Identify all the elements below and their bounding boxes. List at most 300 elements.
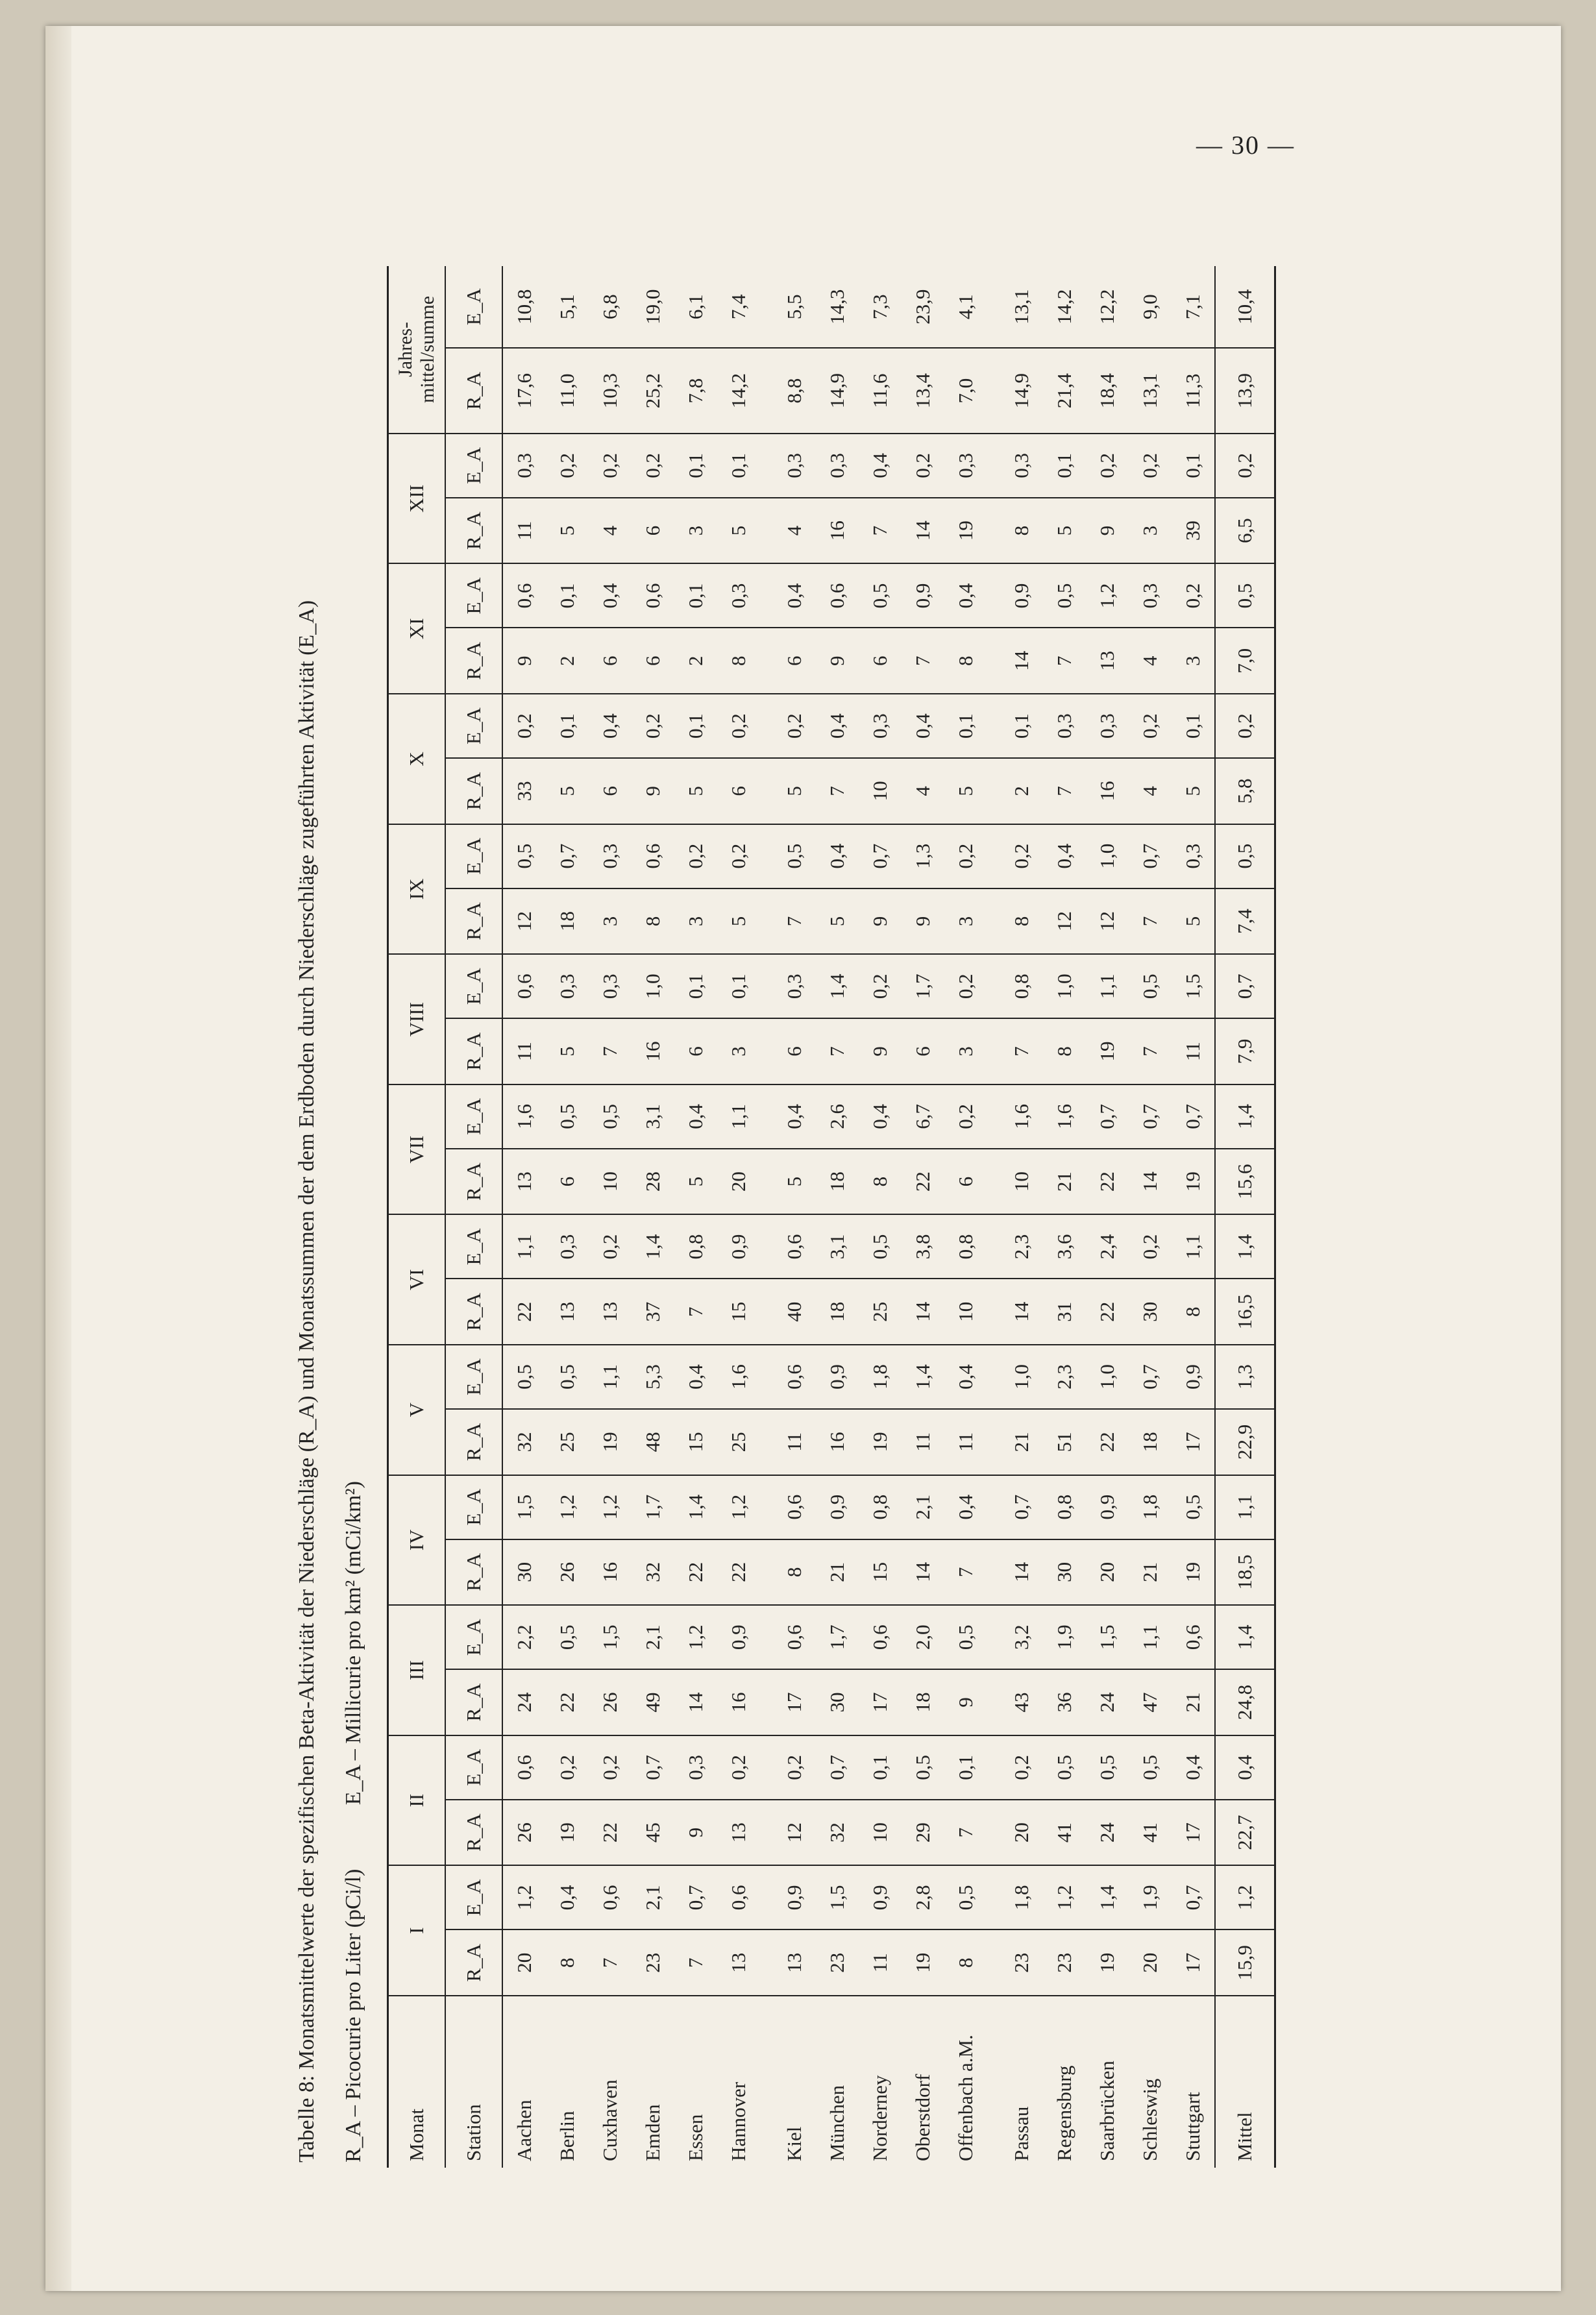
ra-cell: 24 bbox=[1086, 1800, 1129, 1866]
ea-cell: 3,1 bbox=[632, 1084, 674, 1149]
ra-cell: 6 bbox=[944, 1149, 987, 1215]
ra-cell: 4 bbox=[1129, 758, 1172, 824]
table-row bbox=[589, 266, 632, 2168]
ea-cell: 0,4 bbox=[859, 1084, 902, 1149]
ra-cell: 22 bbox=[589, 1800, 632, 1866]
ra-cell: 5 bbox=[546, 758, 589, 824]
table-row bbox=[1086, 266, 1129, 2168]
ra-cell: 22 bbox=[1086, 1279, 1129, 1345]
ea-cell: 0,1 bbox=[546, 694, 589, 758]
ra-cell: 14 bbox=[902, 1539, 944, 1606]
ra-cell: 23 bbox=[816, 1929, 859, 1996]
ra-cell: 4 bbox=[589, 498, 632, 564]
ra-cell: 10 bbox=[859, 758, 902, 824]
ea-cell: 0,9 bbox=[859, 1865, 902, 1929]
ra-cell: 10 bbox=[859, 1800, 902, 1866]
ea-cell: 0,5 bbox=[859, 1214, 902, 1279]
ea-cell: 0,2 bbox=[859, 954, 902, 1018]
ea-cell: 0,2 bbox=[987, 1735, 1043, 1800]
ra-cell: 7 bbox=[1043, 758, 1086, 824]
ea-cell: 1,0 bbox=[632, 954, 674, 1018]
month-header: IX bbox=[388, 824, 446, 955]
ra-cell: 14 bbox=[902, 1279, 944, 1345]
ra-cell: 7 bbox=[944, 1539, 987, 1606]
ea-cell: 1,3 bbox=[1215, 1345, 1275, 1409]
ra-cell: 7 bbox=[944, 1800, 987, 1866]
ea-cell: 0,7 bbox=[1129, 1345, 1172, 1409]
ea-cell: 0,5 bbox=[1043, 563, 1086, 628]
month-header: X bbox=[388, 694, 446, 824]
ea-cell: 2,2 bbox=[502, 1605, 546, 1669]
ea-cell: 0,2 bbox=[760, 694, 816, 758]
ra-cell: 19 bbox=[1086, 1018, 1129, 1084]
ra-cell: 16 bbox=[816, 498, 859, 564]
month-header: IV bbox=[388, 1475, 446, 1606]
ea-cell: 6,1 bbox=[674, 266, 717, 348]
ra-cell: 49 bbox=[632, 1669, 674, 1735]
ra-cell: 8 bbox=[760, 1539, 816, 1606]
station-name: Aachen bbox=[513, 2100, 535, 2161]
ea-cell: 1,5 bbox=[502, 1475, 546, 1539]
ea-cell: 0,4 bbox=[944, 1345, 987, 1409]
ea-cell: 0,5 bbox=[944, 1605, 987, 1669]
ea-header: E_A bbox=[445, 1084, 502, 1149]
ea-cell: 2,3 bbox=[987, 1214, 1043, 1279]
station-name: Passau bbox=[1010, 2106, 1033, 2161]
ea-cell: 0,9 bbox=[717, 1214, 760, 1279]
ea-cell: 0,6 bbox=[632, 563, 674, 628]
ea-cell: 19,0 bbox=[632, 266, 674, 348]
ea-cell: 1,4 bbox=[816, 954, 859, 1018]
ra-cell: 6,5 bbox=[1215, 498, 1275, 564]
ea-cell: 0,9 bbox=[760, 1865, 816, 1929]
ea-cell: 0,1 bbox=[859, 1735, 902, 1800]
ra-cell: 19 bbox=[1172, 1539, 1215, 1606]
station-name: Regensburg bbox=[1053, 2065, 1075, 2161]
ra-header: R_A bbox=[445, 1929, 502, 1996]
ea-header: E_A bbox=[445, 1865, 502, 1929]
ra-cell: 22 bbox=[546, 1669, 589, 1735]
ra-cell: 11 bbox=[1172, 1018, 1215, 1084]
ea-cell: 0,9 bbox=[1172, 1345, 1215, 1409]
ea-cell: 1,4 bbox=[1086, 1865, 1129, 1929]
ea-cell: 0,9 bbox=[1086, 1475, 1129, 1539]
ea-cell: 0,2 bbox=[546, 1735, 589, 1800]
ea-cell: 0,3 bbox=[1172, 824, 1215, 888]
station-name: Kiel bbox=[783, 2126, 805, 2161]
page-binding-edge bbox=[45, 26, 71, 2291]
ra-cell: 51 bbox=[1043, 1409, 1086, 1475]
ra-cell: 8,8 bbox=[760, 348, 816, 434]
ra-cell: 11,6 bbox=[859, 348, 902, 434]
ra-cell: 7 bbox=[902, 628, 944, 694]
ra-cell: 14 bbox=[902, 498, 944, 564]
ra-cell: 14 bbox=[987, 628, 1043, 694]
ea-cell: 0,2 bbox=[1086, 434, 1129, 498]
ea-cell: 1,0 bbox=[987, 1345, 1043, 1409]
ea-cell: 2,6 bbox=[816, 1084, 859, 1149]
ra-cell: 4 bbox=[1129, 628, 1172, 694]
ra-cell: 8 bbox=[859, 1149, 902, 1215]
ea-cell: 1,2 bbox=[1215, 1865, 1275, 1929]
ra-cell: 17 bbox=[1172, 1409, 1215, 1475]
ra-cell: 8 bbox=[944, 1929, 987, 1996]
station-name: Emden bbox=[641, 2104, 664, 2161]
ea-cell: 0,3 bbox=[859, 694, 902, 758]
ea-cell: 0,6 bbox=[502, 563, 546, 628]
ra-cell: 11,0 bbox=[546, 348, 589, 434]
ra-cell: 45 bbox=[632, 1800, 674, 1866]
ra-cell: 43 bbox=[987, 1669, 1043, 1735]
ea-cell: 0,1 bbox=[674, 954, 717, 1018]
table-row bbox=[1172, 266, 1215, 2168]
ea-cell: 0,4 bbox=[944, 563, 987, 628]
ea-cell: 0,6 bbox=[859, 1605, 902, 1669]
ra-cell: 22 bbox=[1086, 1409, 1129, 1475]
ea-cell: 0,7 bbox=[1129, 824, 1172, 888]
ea-cell: 0,7 bbox=[1086, 1084, 1129, 1149]
ra-cell: 30 bbox=[502, 1539, 546, 1606]
ea-cell: 7,4 bbox=[717, 266, 760, 348]
ea-cell: 3,8 bbox=[902, 1214, 944, 1279]
ra-cell: 19 bbox=[859, 1409, 902, 1475]
table-row bbox=[546, 266, 589, 2168]
ra-cell: 26 bbox=[546, 1539, 589, 1606]
ra-cell: 17,6 bbox=[502, 348, 546, 434]
ea-cell: 0,6 bbox=[717, 1865, 760, 1929]
ea-cell: 0,2 bbox=[1172, 563, 1215, 628]
ra-cell: 17 bbox=[760, 1669, 816, 1735]
ra-cell: 48 bbox=[632, 1409, 674, 1475]
ra-cell: 19 bbox=[1172, 1149, 1215, 1215]
ea-cell: 0,3 bbox=[674, 1735, 717, 1800]
ra-cell: 6 bbox=[760, 1018, 816, 1084]
ra-cell: 15 bbox=[674, 1409, 717, 1475]
ea-cell: 1,5 bbox=[1086, 1605, 1129, 1669]
ea-cell: 5,3 bbox=[632, 1345, 674, 1409]
ra-cell: 6 bbox=[632, 628, 674, 694]
ra-cell: 16 bbox=[816, 1409, 859, 1475]
station-name: Stuttgart bbox=[1181, 2092, 1204, 2161]
ea-cell: 0,2 bbox=[902, 434, 944, 498]
ra-cell: 18,4 bbox=[1086, 348, 1129, 434]
ea-cell: 0,1 bbox=[1172, 694, 1215, 758]
ea-cell: 1,7 bbox=[902, 954, 944, 1018]
ra-cell: 2 bbox=[546, 628, 589, 694]
ra-cell: 14 bbox=[674, 1669, 717, 1735]
ra-cell: 32 bbox=[632, 1539, 674, 1606]
ea-cell: 0,1 bbox=[944, 694, 987, 758]
ra-cell: 5 bbox=[1172, 888, 1215, 955]
unit-header-row bbox=[445, 266, 502, 2168]
station-name: Saarbrücken bbox=[1096, 2061, 1118, 2161]
ea-cell: 0,4 bbox=[546, 1865, 589, 1929]
page-number: — 30 — bbox=[1196, 130, 1295, 160]
month-header: II bbox=[388, 1735, 446, 1866]
ea-header: E_A bbox=[445, 563, 502, 628]
ra-cell: 14 bbox=[1129, 1149, 1172, 1215]
legend-ra: R_A – Picocurie pro Liter (pCi/l) bbox=[341, 1868, 365, 2162]
month-label: Monat bbox=[388, 1996, 446, 2168]
month-header: XI bbox=[388, 563, 446, 694]
ea-cell: 0,2 bbox=[944, 824, 987, 888]
month-header: V bbox=[388, 1345, 446, 1475]
ea-cell: 0,3 bbox=[944, 434, 987, 498]
ra-cell: 22 bbox=[674, 1539, 717, 1606]
ea-cell: 13,1 bbox=[987, 266, 1043, 348]
station-name: München bbox=[826, 2085, 848, 2161]
ea-cell: 1,1 bbox=[1215, 1475, 1275, 1539]
ea-header: E_A bbox=[445, 954, 502, 1018]
ea-cell: 1,6 bbox=[987, 1084, 1043, 1149]
ea-header: E_A bbox=[445, 1214, 502, 1279]
ea-cell: 0,2 bbox=[502, 694, 546, 758]
ra-cell: 11 bbox=[760, 1409, 816, 1475]
ea-cell: 1,9 bbox=[1043, 1605, 1086, 1669]
ra-cell: 9 bbox=[1086, 498, 1129, 564]
ra-cell: 12 bbox=[1043, 888, 1086, 955]
ea-cell: 0,4 bbox=[902, 694, 944, 758]
ra-cell: 6 bbox=[717, 758, 760, 824]
ra-cell: 3 bbox=[1129, 498, 1172, 564]
ra-cell: 14 bbox=[987, 1279, 1043, 1345]
table-body bbox=[502, 266, 1275, 2168]
ra-cell: 21,4 bbox=[1043, 348, 1086, 434]
ra-cell: 26 bbox=[589, 1669, 632, 1735]
table-row bbox=[674, 266, 717, 2168]
ra-cell: 13 bbox=[717, 1800, 760, 1866]
ea-cell: 2,1 bbox=[902, 1475, 944, 1539]
ra-cell: 47 bbox=[1129, 1669, 1172, 1735]
ra-cell: 5 bbox=[760, 1149, 816, 1215]
ea-cell: 0,5 bbox=[1129, 1735, 1172, 1800]
ea-cell: 1,0 bbox=[1043, 954, 1086, 1018]
ra-header: R_A bbox=[445, 1669, 502, 1735]
ea-cell: 0,8 bbox=[674, 1214, 717, 1279]
ea-cell: 0,5 bbox=[1043, 1735, 1086, 1800]
ra-cell: 8 bbox=[632, 888, 674, 955]
ea-cell: 0,9 bbox=[816, 1345, 859, 1409]
ra-cell: 13 bbox=[589, 1279, 632, 1345]
ra-cell: 16 bbox=[632, 1018, 674, 1084]
ra-cell: 19 bbox=[902, 1929, 944, 1996]
table-legend bbox=[339, 266, 369, 2162]
ra-cell: 22 bbox=[717, 1539, 760, 1606]
ea-cell: 0,4 bbox=[944, 1475, 987, 1539]
ra-cell: 9 bbox=[632, 758, 674, 824]
ra-cell: 7,0 bbox=[944, 348, 987, 434]
ea-cell: 0,3 bbox=[589, 954, 632, 1018]
month-header: VI bbox=[388, 1214, 446, 1345]
ea-cell: 0,2 bbox=[589, 1735, 632, 1800]
ra-cell: 8 bbox=[944, 628, 987, 694]
ea-cell: 0,2 bbox=[589, 434, 632, 498]
ra-cell: 5,8 bbox=[1215, 758, 1275, 824]
ra-cell: 23 bbox=[1043, 1929, 1086, 1996]
ra-cell: 36 bbox=[1043, 1669, 1086, 1735]
ea-header: E_A bbox=[445, 824, 502, 888]
ea-cell: 0,9 bbox=[717, 1605, 760, 1669]
ra-cell: 2 bbox=[674, 628, 717, 694]
ra-cell: 9 bbox=[674, 1800, 717, 1866]
ra-cell: 6 bbox=[589, 758, 632, 824]
ra-cell: 10 bbox=[944, 1279, 987, 1345]
ra-cell: 14,2 bbox=[717, 348, 760, 434]
ea-cell: 0,5 bbox=[760, 824, 816, 888]
ea-cell: 2,3 bbox=[1043, 1345, 1086, 1409]
ra-cell: 12 bbox=[502, 888, 546, 955]
ra-cell: 10 bbox=[589, 1149, 632, 1215]
ea-cell: 2,8 bbox=[902, 1865, 944, 1929]
ea-cell: 0,6 bbox=[1172, 1605, 1215, 1669]
ea-cell: 0,1 bbox=[546, 563, 589, 628]
ea-cell: 0,1 bbox=[944, 1735, 987, 1800]
ra-cell: 16 bbox=[717, 1669, 760, 1735]
ea-cell: 0,1 bbox=[717, 434, 760, 498]
ea-cell: 1,1 bbox=[502, 1214, 546, 1279]
ra-cell: 17 bbox=[1172, 1929, 1215, 1996]
ea-cell: 0,1 bbox=[1043, 434, 1086, 498]
ea-cell: 0,5 bbox=[589, 1084, 632, 1149]
table-row bbox=[502, 266, 546, 2168]
ea-cell: 0,5 bbox=[859, 563, 902, 628]
ra-cell: 9 bbox=[944, 1669, 987, 1735]
ea-cell: 0,5 bbox=[944, 1865, 987, 1929]
ea-cell: 1,6 bbox=[1043, 1084, 1086, 1149]
month-header: VIII bbox=[388, 954, 446, 1084]
ea-cell: 1,4 bbox=[1215, 1605, 1275, 1669]
ra-cell: 21 bbox=[1043, 1149, 1086, 1215]
ea-cell: 0,8 bbox=[944, 1214, 987, 1279]
ra-cell: 5 bbox=[717, 498, 760, 564]
ra-header: R_A bbox=[445, 1018, 502, 1084]
ra-cell: 7 bbox=[1129, 1018, 1172, 1084]
ra-cell: 24 bbox=[1086, 1669, 1129, 1735]
ra-cell: 3 bbox=[589, 888, 632, 955]
beta-activity-table bbox=[387, 266, 1276, 2168]
ra-cell: 13 bbox=[502, 1149, 546, 1215]
ea-header: E_A bbox=[445, 694, 502, 758]
ra-cell: 20 bbox=[502, 1929, 546, 1996]
ea-cell: 12,2 bbox=[1086, 266, 1129, 348]
ea-cell: 1,9 bbox=[1129, 1865, 1172, 1929]
ra-cell: 28 bbox=[632, 1149, 674, 1215]
ra-cell: 8 bbox=[1043, 1018, 1086, 1084]
ra-cell: 30 bbox=[1043, 1539, 1086, 1606]
ea-cell: 2,1 bbox=[632, 1865, 674, 1929]
ea-cell: 0,4 bbox=[816, 694, 859, 758]
ra-cell: 25 bbox=[717, 1409, 760, 1475]
ra-header: R_A bbox=[445, 1149, 502, 1215]
ea-cell: 0,3 bbox=[1129, 563, 1172, 628]
ra-cell: 13 bbox=[1086, 628, 1129, 694]
ea-cell: 0,7 bbox=[1215, 954, 1275, 1018]
ea-cell: 0,7 bbox=[674, 1865, 717, 1929]
ea-cell: 0,7 bbox=[816, 1735, 859, 1800]
ra-cell: 7 bbox=[760, 888, 816, 955]
ea-cell: 0,5 bbox=[1215, 563, 1275, 628]
ra-cell: 14,9 bbox=[816, 348, 859, 434]
ea-cell: 0,2 bbox=[717, 694, 760, 758]
ea-cell: 0,6 bbox=[816, 563, 859, 628]
ra-cell: 15,6 bbox=[1215, 1149, 1275, 1215]
ea-cell: 5,1 bbox=[546, 266, 589, 348]
ea-cell: 0,4 bbox=[859, 434, 902, 498]
ea-cell: 0,4 bbox=[760, 563, 816, 628]
ea-cell: 0,3 bbox=[546, 954, 589, 1018]
ra-cell: 11 bbox=[859, 1929, 902, 1996]
ea-cell: 0,7 bbox=[546, 824, 589, 888]
ra-cell: 5 bbox=[546, 1018, 589, 1084]
ea-cell: 1,7 bbox=[632, 1475, 674, 1539]
ra-cell: 5 bbox=[816, 888, 859, 955]
ra-cell: 11 bbox=[944, 1409, 987, 1475]
ea-cell: 1,2 bbox=[589, 1475, 632, 1539]
ra-cell: 7,8 bbox=[674, 348, 717, 434]
ra-cell: 3 bbox=[717, 1018, 760, 1084]
ea-cell: 0,4 bbox=[1172, 1735, 1215, 1800]
ea-cell: 1,4 bbox=[902, 1345, 944, 1409]
ea-cell: 10,8 bbox=[502, 266, 546, 348]
ea-cell: 0,8 bbox=[859, 1475, 902, 1539]
table-row bbox=[987, 266, 1043, 2168]
ra-cell: 13 bbox=[546, 1279, 589, 1345]
ra-cell: 22,7 bbox=[1215, 1800, 1275, 1866]
month-header: III bbox=[388, 1605, 446, 1735]
ea-cell: 0,8 bbox=[987, 954, 1043, 1018]
ea-cell: 5,5 bbox=[760, 266, 816, 348]
ea-cell: 3,6 bbox=[1043, 1214, 1086, 1279]
ea-cell: 1,2 bbox=[546, 1475, 589, 1539]
ra-cell: 7 bbox=[859, 498, 902, 564]
ra-cell: 20 bbox=[1129, 1929, 1172, 1996]
ra-cell: 12 bbox=[1086, 888, 1129, 955]
ra-cell: 3 bbox=[944, 1018, 987, 1084]
ea-cell: 0,5 bbox=[502, 1345, 546, 1409]
ra-cell: 8 bbox=[987, 498, 1043, 564]
station-name: Berlin bbox=[556, 2111, 578, 2161]
ea-cell: 0,1 bbox=[987, 694, 1043, 758]
ea-cell: 1,0 bbox=[1086, 1345, 1129, 1409]
ea-cell: 0,4 bbox=[760, 1084, 816, 1149]
table-row bbox=[760, 266, 816, 2168]
ea-cell: 1,4 bbox=[1215, 1084, 1275, 1149]
month-header: VII bbox=[388, 1084, 446, 1215]
ea-cell: 1,4 bbox=[1215, 1214, 1275, 1279]
ea-cell: 0,7 bbox=[1172, 1865, 1215, 1929]
ea-cell: 0,2 bbox=[1215, 694, 1275, 758]
ea-cell: 0,2 bbox=[1129, 694, 1172, 758]
ea-cell: 0,6 bbox=[632, 824, 674, 888]
ea-cell: 0,5 bbox=[546, 1345, 589, 1409]
ra-cell: 30 bbox=[1129, 1279, 1172, 1345]
table-row bbox=[902, 266, 944, 2168]
ra-cell: 7,0 bbox=[1215, 628, 1275, 694]
ea-cell: 1,6 bbox=[717, 1345, 760, 1409]
ra-cell: 32 bbox=[502, 1409, 546, 1475]
ra-cell: 13,4 bbox=[902, 348, 944, 434]
table-row bbox=[816, 266, 859, 2168]
ea-cell: 7,3 bbox=[859, 266, 902, 348]
ra-cell: 9 bbox=[816, 628, 859, 694]
ea-cell: 0,2 bbox=[674, 824, 717, 888]
ra-cell: 14,9 bbox=[987, 348, 1043, 434]
ea-cell: 1,1 bbox=[1172, 1214, 1215, 1279]
ra-cell: 16 bbox=[589, 1539, 632, 1606]
ea-cell: 0,6 bbox=[502, 954, 546, 1018]
ea-cell: 0,1 bbox=[674, 694, 717, 758]
ra-cell: 8 bbox=[717, 628, 760, 694]
